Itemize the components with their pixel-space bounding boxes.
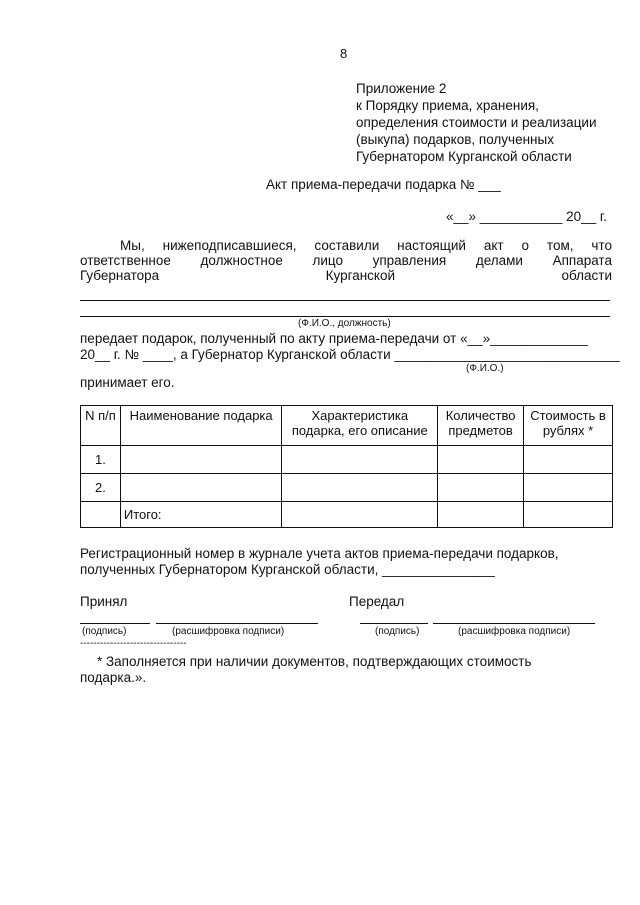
accepted-label: Принял [80, 594, 128, 609]
signature-caption: (подпись) [375, 626, 420, 637]
intro-word: настоящий [397, 238, 466, 253]
appendix-line: Губернатором Курганской области [356, 149, 572, 164]
table-cell [524, 446, 613, 474]
document-title: Акт приема-передачи подарка № ___ [266, 177, 501, 192]
intro-word: ответственное [80, 253, 171, 268]
intro-paragraph [80, 238, 612, 283]
intro-word: делами [475, 253, 523, 268]
intro-word: управления [372, 253, 447, 268]
transcript-line [433, 623, 595, 624]
intro-word: составили [314, 238, 380, 253]
footnote-line-2: подарка.». [80, 670, 147, 685]
intro-word: области [561, 268, 612, 283]
intro-word: о [521, 238, 530, 253]
registration-line-1: Регистрационный номер в журнале учета актов приема-передачи подарков, [80, 546, 559, 561]
table-cell [438, 502, 524, 528]
table-cell [438, 474, 524, 502]
caption-fio: (Ф.И.О.) [466, 363, 504, 374]
table-total-label: Итого: [120, 502, 282, 528]
intro-line-2 [80, 253, 612, 268]
intro-word: Курганской [325, 268, 396, 283]
fill-line [80, 300, 610, 301]
intro-line-3 [80, 268, 612, 283]
table-cell [81, 502, 121, 528]
table-total-row [81, 502, 613, 528]
intro-word: Губернатора [80, 268, 160, 283]
page-number: 8 [340, 46, 348, 61]
transfer-line-3: принимает его. [80, 375, 175, 390]
fill-line [80, 316, 610, 317]
appendix-header [356, 80, 597, 165]
table-row [81, 474, 613, 502]
table-cell [120, 446, 282, 474]
signature-line [80, 623, 150, 624]
intro-word: Аппарата [552, 253, 612, 268]
signature-line [360, 623, 428, 624]
table-cell [524, 474, 613, 502]
header-cell: N п/п [81, 406, 121, 446]
footnote-line-1: * Заполняется при наличии документов, подтверждающих стоимость [97, 654, 532, 669]
registration-line-2: полученных Губернатором Курганской области, _______________ [80, 562, 495, 577]
table-row [81, 446, 613, 474]
transfer-line-1: передает подарок, полученный по акту приема-передачи от «__»_____________ [80, 331, 588, 346]
table-cell [524, 502, 613, 528]
table-header-row [81, 406, 613, 446]
appendix-line: Приложение 2 [356, 81, 447, 96]
appendix-line: (выкупа) подарков, полученных [356, 132, 554, 147]
header-cell: Характеристика подарка, его описание [282, 406, 438, 446]
header-cell: Наименование подарка [120, 406, 282, 446]
table-cell: 1. [81, 446, 121, 474]
table-cell [282, 474, 438, 502]
caption-fio-position: (Ф.И.О., должность) [298, 318, 391, 329]
table-cell [120, 474, 282, 502]
table-cell [438, 446, 524, 474]
intro-word: нижеподписавшиеся, [162, 238, 297, 253]
table-cell [282, 502, 438, 528]
signature-caption: (подпись) [82, 626, 127, 637]
header-cell: Стоимость в рублях * [524, 406, 613, 446]
intro-word: что [591, 238, 612, 253]
header-cell: Количество предметов [438, 406, 524, 446]
transferred-label: Передал [349, 594, 405, 609]
transcript-caption: (расшифровка подписи) [172, 626, 285, 637]
transcript-line [156, 623, 318, 624]
appendix-line: к Порядку приема, хранения, [356, 98, 539, 113]
intro-word: Мы, [120, 238, 145, 253]
intro-word: должностное [200, 253, 283, 268]
transfer-line-2: 20__ г. № ____, а Губернатор Курганской области ______________________________ [80, 347, 620, 362]
appendix-line: определения стоимости и реализации [356, 115, 597, 130]
table-cell [282, 446, 438, 474]
gift-table [80, 405, 613, 528]
intro-line-1 [80, 238, 612, 253]
date-line: «__» ___________ 20__ г. [446, 209, 607, 224]
footnote-separator: -------------------------------- [80, 638, 187, 649]
table-cell: 2. [81, 474, 121, 502]
transcript-caption: (расшифровка подписи) [458, 626, 571, 637]
intro-word: том, [546, 238, 574, 253]
intro-word: акт [483, 238, 504, 253]
intro-word: лицо [312, 253, 343, 268]
